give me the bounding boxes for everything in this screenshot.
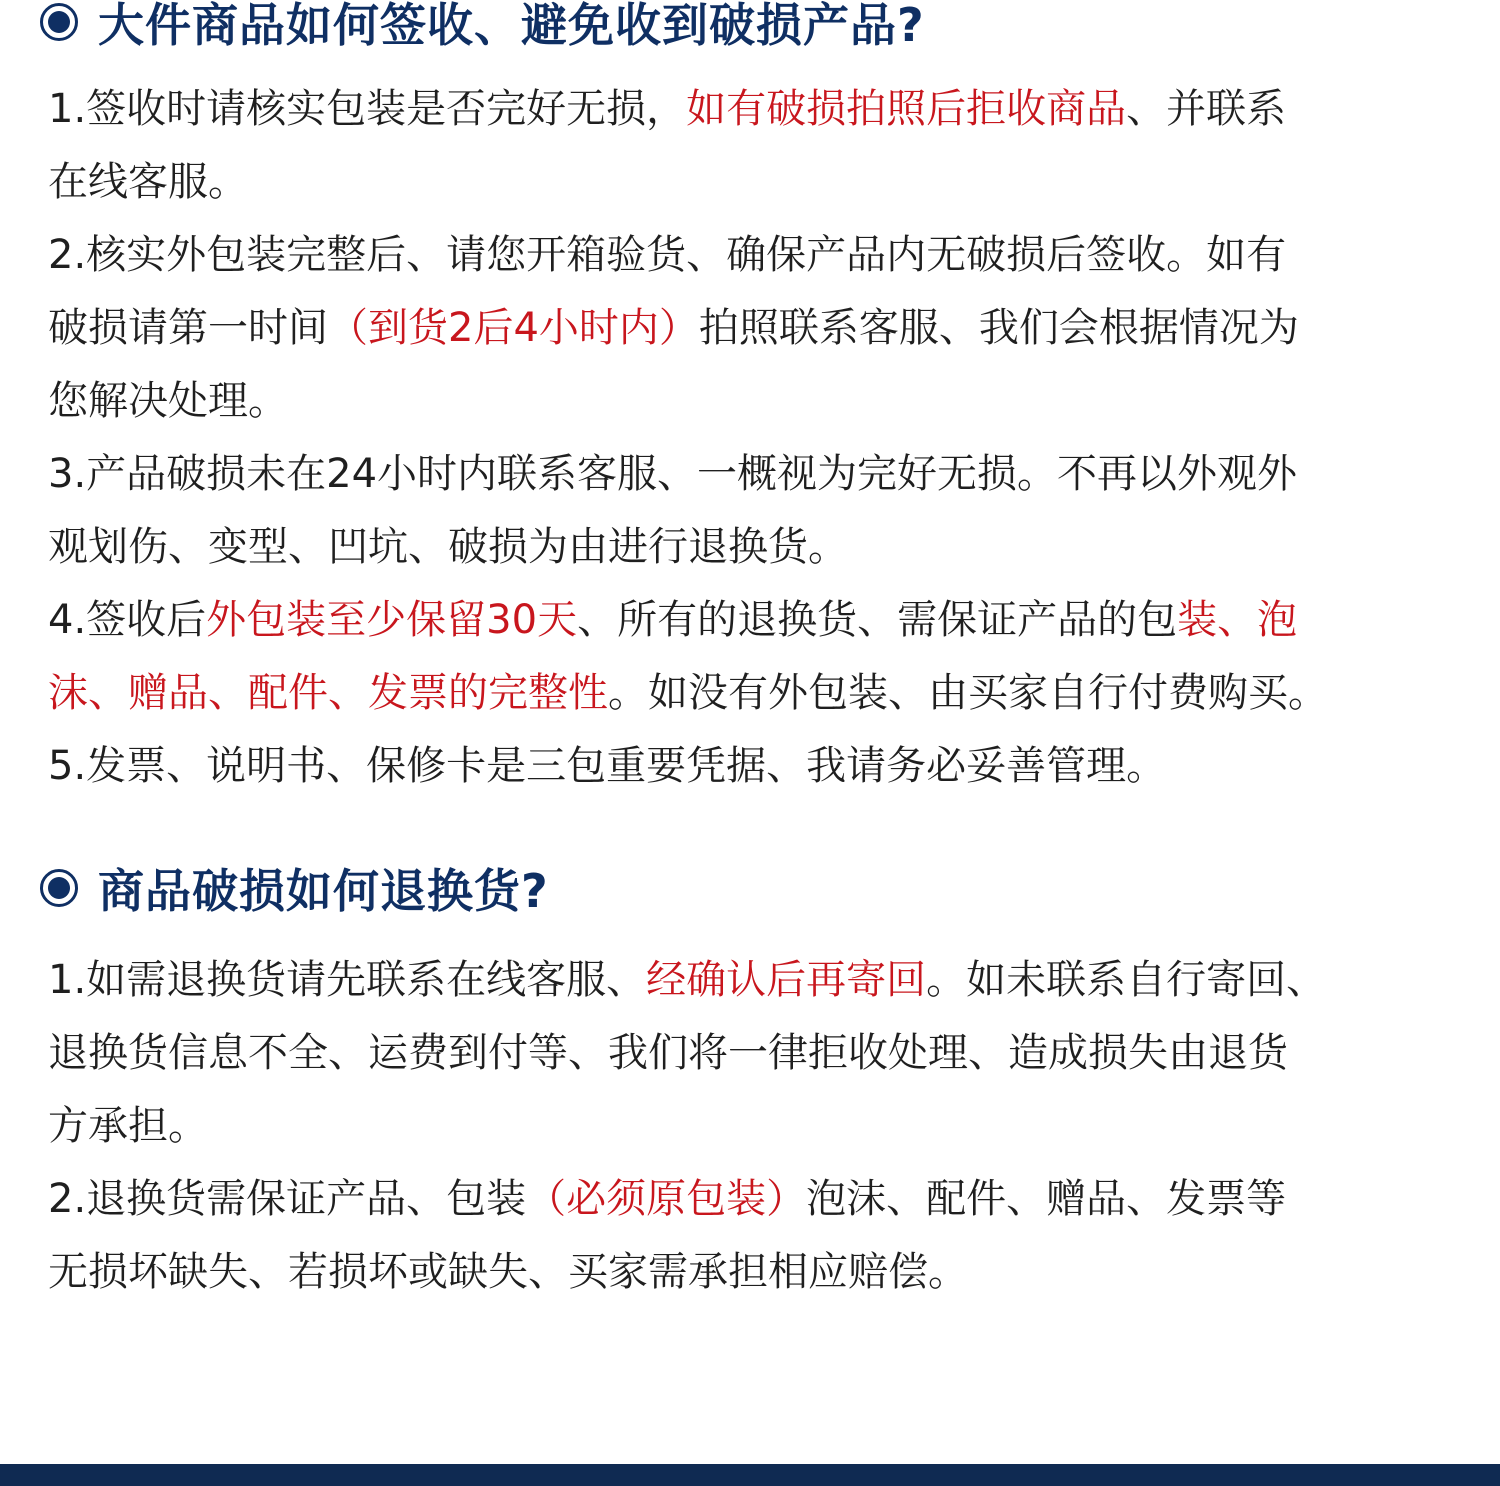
s1-line-5 [48, 376, 288, 426]
s1-line-4 [48, 303, 1299, 353]
s1-line-7 [48, 522, 848, 572]
s1-line-1-highlight: 如有破损拍照后拒收商品 [686, 86, 1127, 132]
s2-line-1-highlight: 经确认后再寄回 [646, 957, 927, 1003]
s2-line-1-text: 1.如需退换货请先联系在线客服、 [48, 957, 647, 1003]
s2-line-4-tail: 泡沫、配件、赠品、发票等 [806, 1176, 1287, 1222]
section1-heading-text: 大件商品如何签收、避免收到破损产品? [98, 0, 925, 52]
s1-line-10 [48, 741, 1166, 791]
s2-line-3 [48, 1101, 208, 1151]
s1-line-6 [48, 449, 1297, 499]
s2-line-5 [48, 1247, 968, 1297]
s1-line-8 [48, 595, 1297, 645]
s2-line-1-tail: 。如未联系自行寄回、 [926, 957, 1327, 1003]
section2-heading-text: 商品破损如何退换货? [98, 864, 549, 918]
bullet-icon [40, 3, 78, 41]
section2-heading [40, 848, 549, 928]
s2-line-4-text: 2.退换货需保证产品、包装 [48, 1176, 527, 1222]
s1-line-4-highlight: （到货2后4小时内） [328, 305, 699, 351]
s1-line-6-text: 3.产品破损未在24小时内联系客服、一概视为完好无损。不再以外观外 [48, 451, 1298, 497]
bottom-bar [0, 1464, 1500, 1486]
s1-line-9 [48, 668, 1328, 718]
s1-line-3 [48, 230, 1286, 280]
bullet-icon [40, 869, 78, 907]
s2-line-4-highlight: （必须原包装） [526, 1176, 807, 1222]
s2-line-2-text: 退换货信息不全、运费到付等、我们将一律拒收处理、造成损失由退货 [48, 1030, 1288, 1076]
s1-line-7-text: 观划伤、变型、凹坑、破损为由进行退换货。 [48, 524, 848, 570]
s1-line-8-text: 4.签收后 [48, 597, 207, 643]
s1-line-8-middle: 、所有的退换货、需保证产品的包 [577, 597, 1178, 643]
s1-line-5-text: 您解决处理。 [48, 378, 288, 424]
s2-line-2 [48, 1028, 1288, 1078]
section1-heading [40, 0, 925, 62]
s1-line-3-text: 2.核实外包装完整后、请您开箱验货、确保产品内无破损后签收。如有 [48, 232, 1287, 278]
s2-line-5-text: 无损坏缺失、若损坏或缺失、买家需承担相应赔偿。 [48, 1249, 968, 1295]
s1-line-1 [48, 84, 1286, 134]
s2-line-3-text: 方承担。 [48, 1103, 208, 1149]
s2-line-4 [48, 1174, 1286, 1224]
s1-line-1-tail: 、并联系 [1126, 86, 1287, 132]
s1-line-9-highlight: 沫、赠品、配件、发票的完整性 [48, 670, 608, 716]
s1-line-8-highlight-2: 装、泡 [1177, 597, 1298, 643]
s1-line-2 [48, 157, 248, 207]
s1-line-4-tail: 拍照联系客服、我们会根据情况为 [698, 305, 1299, 351]
s1-line-8-highlight: 外包装至少保留30天 [206, 597, 578, 643]
s1-line-9-tail: 。如没有外包装、由买家自行付费购买。 [608, 670, 1328, 716]
s1-line-4-text: 破损请第一时间 [48, 305, 328, 351]
s1-line-10-text: 5.发票、说明书、保修卡是三包重要凭据、我请务必妥善管理。 [48, 743, 1167, 789]
s1-line-2-text: 在线客服。 [48, 159, 248, 205]
s2-line-1 [48, 955, 1326, 1005]
s1-line-1-text: 1.签收时请核实包装是否完好无损， [48, 86, 687, 132]
